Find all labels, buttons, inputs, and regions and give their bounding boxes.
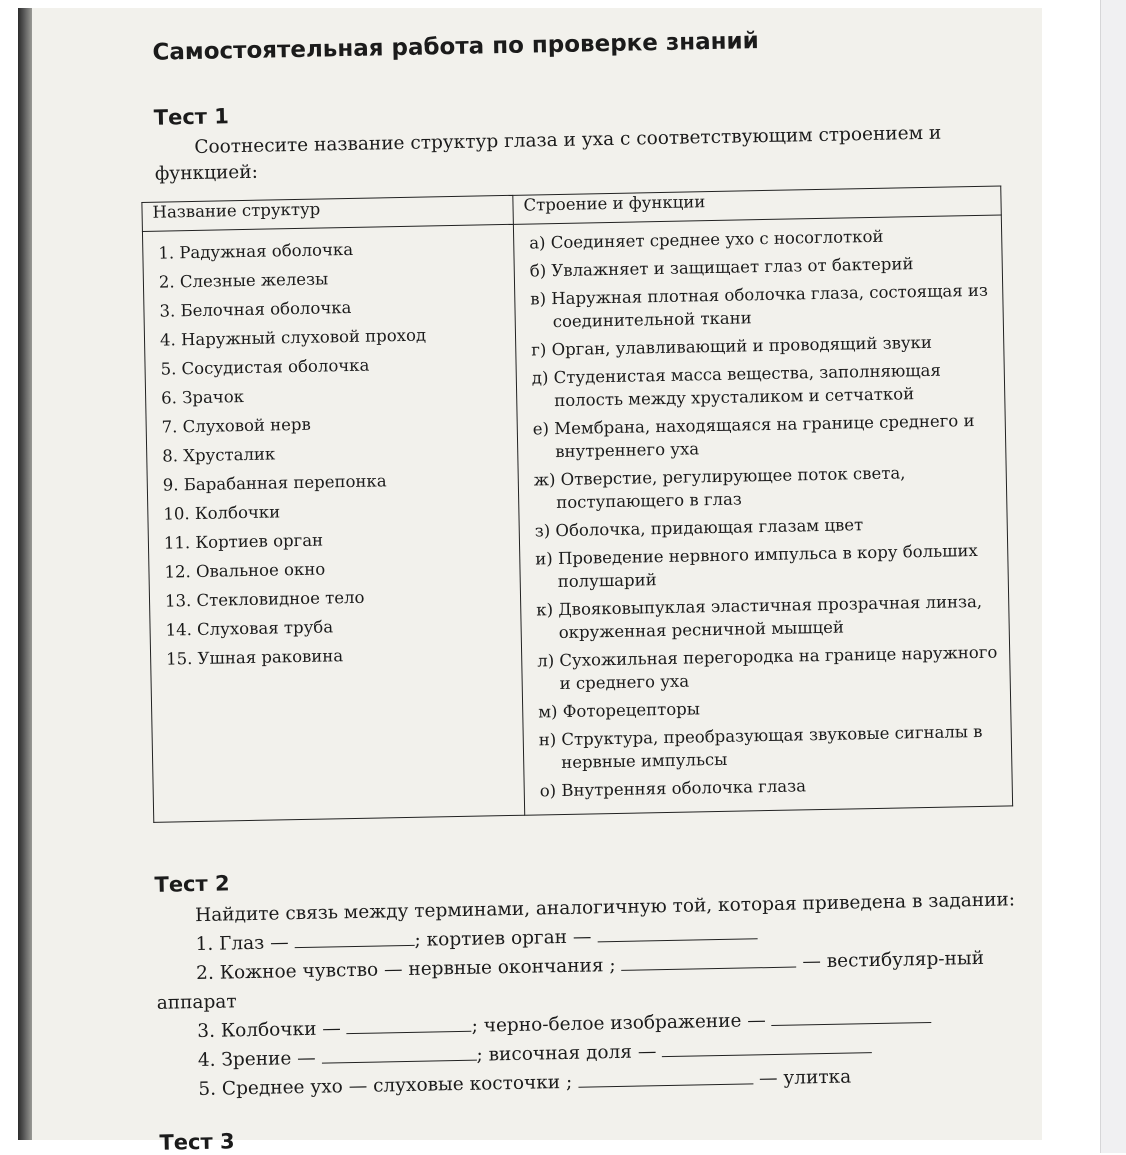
analogy-text: 3. Колбочки —	[197, 1018, 347, 1043]
col-header-functions: Строение и функции	[513, 186, 1001, 224]
answer-blank[interactable]	[597, 920, 757, 942]
analogy-list	[155, 914, 1038, 1105]
answer-blank[interactable]	[321, 1042, 476, 1064]
structure-item: 13. Стекловидное тело	[164, 587, 365, 611]
test1-instruction: Соотнесите название структур глаза и уха с соответствующим строением и функцией:	[154, 122, 942, 185]
matching-table	[141, 185, 1013, 822]
functions-cell	[513, 215, 1012, 815]
answer-blank[interactable]	[578, 1065, 753, 1087]
structure-item: 8. Хрусталик	[162, 444, 276, 466]
function-item: м) Фоторецепторы	[538, 699, 701, 722]
structures-cell	[142, 224, 524, 822]
structure-item: 7. Слуховой нерв	[161, 414, 311, 437]
functions-list	[515, 216, 1011, 813]
analogy-text: ; черно-белое изображение —	[471, 1010, 772, 1037]
structure-item: 15. Ушная раковина	[165, 646, 344, 669]
answer-blank[interactable]	[771, 1004, 931, 1026]
structure-item: 6. Зрачок	[160, 387, 245, 408]
test2-heading: Тест 2	[154, 871, 230, 897]
function-item: в) Наружная плотная оболочка глаза, состоящая из соединительной ткани	[530, 280, 989, 332]
function-item: е) Мембрана, находящаяся на границе среднего и внутреннего уха	[532, 411, 975, 462]
analogy-text: 1. Глаз —	[195, 932, 295, 956]
structure-item: 11. Кортиев орган	[163, 530, 324, 553]
function-item: г) Орган, улавливающий и проводящий звуки	[531, 332, 933, 360]
function-item: и) Проведение нервного импульса в кору больших полушарий	[535, 540, 978, 592]
book-binding-shadow	[18, 8, 32, 1140]
analogy-text: — вестибуляр-ный аппарат	[156, 947, 985, 1014]
answer-blank[interactable]	[621, 949, 796, 971]
analogy-text: ; височная доля —	[476, 1041, 663, 1066]
analogy-text: ; кортиев орган —	[414, 926, 598, 951]
answer-blank[interactable]	[346, 1013, 471, 1034]
function-item: з) Оболочка, придающая глазам цвет	[534, 515, 864, 541]
structure-item: 9. Барабанная перепонка	[162, 471, 387, 495]
analogy-text: 5. Среднее ухо — слуховые косточки ;	[198, 1071, 579, 1101]
test2-instruction: Найдите связь между терминами, аналогичную той, которая приведена в задании:	[194, 889, 1016, 927]
page-title: Самостоятельная работа по проверке знаний	[152, 28, 759, 66]
function-item: к) Двояковыпуклая эластичная прозрачная линза, окруженная ресничной мышцей	[536, 591, 983, 643]
function-item: а) Соединяет среднее ухо с носоглоткой	[529, 226, 884, 253]
col-header-structures: Название структур	[142, 195, 513, 231]
structure-item: 14. Слуховая труба	[165, 617, 334, 640]
structure-item: 4. Наружный слуховой проход	[159, 325, 427, 350]
analogy-text: 4. Зрение —	[197, 1047, 322, 1072]
function-item: л) Сухожильная перегородка на границе наружного и среднего уха	[537, 642, 998, 694]
analogy-text: — улитка	[752, 1066, 852, 1090]
right-margin-strip	[1100, 0, 1126, 1153]
structure-item: 10. Колбочки	[163, 502, 281, 524]
book-page	[18, 8, 1042, 1155]
structure-item: 5. Сосудистая оболочка	[160, 355, 370, 379]
answer-blank[interactable]	[294, 927, 414, 948]
function-item: ж) Отверстие, регулирующее поток света, поступающего в глаз	[533, 463, 906, 513]
test1-heading: Тест 1	[153, 104, 230, 130]
function-item: б) Увлажняет и защищает глаз от бактерий	[529, 254, 914, 281]
function-item: о) Внутренняя оболочка глаза	[539, 776, 807, 801]
function-item: н) Структура, преобразующая звуковые сигналы в нервные импульсы	[538, 721, 983, 773]
structure-item: 2. Слезные железы	[158, 269, 329, 292]
page-content	[138, 9, 1040, 1155]
structure-item: 1. Радужная оболочка	[158, 239, 354, 263]
structures-list	[144, 226, 521, 684]
analogy-text: 2. Кожное чувство — нервные окончания ;	[195, 954, 622, 985]
structure-item: 3. Белочная оболочка	[159, 297, 352, 321]
answer-blank[interactable]	[662, 1034, 872, 1057]
structure-item: 12. Овальное окно	[164, 559, 326, 582]
function-item: д) Студенистая масса вещества, заполняющая полость между хрусталиком и сетчаткой	[531, 360, 942, 411]
test3-heading: Тест 3	[159, 1129, 235, 1155]
